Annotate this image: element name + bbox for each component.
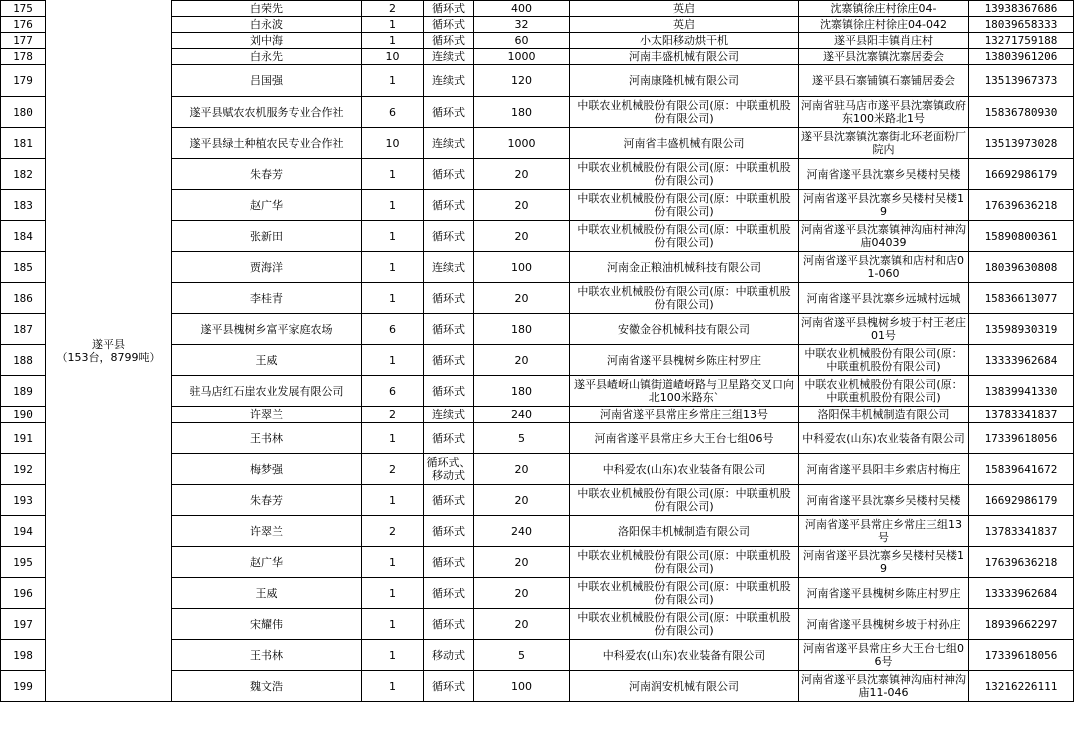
capacity-cell: 60 [474, 33, 570, 49]
phone-cell: 13513973028 [969, 128, 1074, 159]
row-number: 182 [1, 159, 46, 190]
owner-cell: 李桂青 [172, 283, 362, 314]
capacity-cell: 180 [474, 376, 570, 407]
quantity-cell: 10 [362, 49, 424, 65]
maker-cell: 英启 [570, 17, 799, 33]
maker-cell: 中联农业机械股份有限公司(原：中联重机股份有限公司) [570, 97, 799, 128]
phone-cell: 13333962684 [969, 578, 1074, 609]
maker-cell: 中联农业机械股份有限公司(原：中联重机股份有限公司) [570, 159, 799, 190]
maker-cell: 中联农业机械股份有限公司(原：中联重机股份有限公司) [570, 221, 799, 252]
row-number: 189 [1, 376, 46, 407]
phone-cell: 18039658333 [969, 17, 1074, 33]
type-cell: 循环式 [424, 345, 474, 376]
phone-cell: 15836780930 [969, 97, 1074, 128]
type-cell: 循环式 [424, 547, 474, 578]
address-cell: 河南省驻马店市遂平县沈寨镇政府东100米路北1号 [799, 97, 969, 128]
owner-cell: 王书林 [172, 423, 362, 454]
capacity-cell: 20 [474, 345, 570, 376]
owner-cell: 遂平县赋农农机服务专业合作社 [172, 97, 362, 128]
row-number: 188 [1, 345, 46, 376]
address-cell: 河南省遂平县沈寨乡吴楼村吴楼 [799, 485, 969, 516]
capacity-cell: 240 [474, 407, 570, 423]
type-cell: 循环式、移动式 [424, 454, 474, 485]
owner-cell: 朱春芳 [172, 485, 362, 516]
maker-cell: 中科爱农(山东)农业装备有限公司 [570, 640, 799, 671]
quantity-cell: 1 [362, 547, 424, 578]
owner-cell: 刘中海 [172, 33, 362, 49]
type-cell: 连续式 [424, 252, 474, 283]
maker-cell: 中联农业机械股份有限公司(原：中联重机股份有限公司) [570, 609, 799, 640]
owner-cell: 许翠兰 [172, 407, 362, 423]
capacity-cell: 100 [474, 671, 570, 702]
capacity-cell: 20 [474, 221, 570, 252]
capacity-cell: 20 [474, 547, 570, 578]
maker-cell: 河南金正粮油机械科技有限公司 [570, 252, 799, 283]
address-cell: 遂平县阳丰镇肖庄村 [799, 33, 969, 49]
maker-cell: 遂平县嵖岈山镇街道嵖岈路与卫星路交叉口向北100米路东` [570, 376, 799, 407]
capacity-cell: 240 [474, 516, 570, 547]
capacity-cell: 20 [474, 609, 570, 640]
capacity-cell: 180 [474, 314, 570, 345]
type-cell: 循环式 [424, 221, 474, 252]
address-cell: 河南省遂平县常庄乡常庄三组13号 [799, 516, 969, 547]
quantity-cell: 1 [362, 190, 424, 221]
capacity-cell: 5 [474, 423, 570, 454]
address-cell: 河南省遂平县沈寨乡吴楼村吴楼 [799, 159, 969, 190]
address-cell: 河南省遂平县槐树乡坡于村王老庄01号 [799, 314, 969, 345]
owner-cell: 王书林 [172, 640, 362, 671]
quantity-cell: 1 [362, 221, 424, 252]
row-number: 181 [1, 128, 46, 159]
phone-cell: 15890800361 [969, 221, 1074, 252]
phone-cell: 17339618056 [969, 423, 1074, 454]
type-cell: 循环式 [424, 1, 474, 17]
owner-cell: 王威 [172, 578, 362, 609]
address-cell: 河南省遂平县常庄乡大王台七组06号 [799, 640, 969, 671]
owner-cell: 白永波 [172, 17, 362, 33]
maker-cell: 英启 [570, 1, 799, 17]
address-cell: 中联农业机械股份有限公司(原：中联重机股份有限公司) [799, 345, 969, 376]
capacity-cell: 5 [474, 640, 570, 671]
phone-cell: 16692986179 [969, 485, 1074, 516]
maker-cell: 中联农业机械股份有限公司(原：中联重机股份有限公司) [570, 578, 799, 609]
address-cell: 河南省遂平县沈寨乡远城村远城 [799, 283, 969, 314]
capacity-cell: 1000 [474, 49, 570, 65]
type-cell: 循环式 [424, 33, 474, 49]
quantity-cell: 1 [362, 485, 424, 516]
address-cell: 河南省遂平县沈寨镇神沟庙村神沟庙04039 [799, 221, 969, 252]
owner-cell: 梅梦强 [172, 454, 362, 485]
maker-cell: 河南丰盛机械有限公司 [570, 49, 799, 65]
quantity-cell: 1 [362, 578, 424, 609]
row-number: 191 [1, 423, 46, 454]
type-cell: 循环式 [424, 283, 474, 314]
capacity-cell: 120 [474, 65, 570, 97]
owner-cell: 白荣先 [172, 1, 362, 17]
owner-cell: 赵广华 [172, 547, 362, 578]
type-cell: 循环式 [424, 671, 474, 702]
row-number: 183 [1, 190, 46, 221]
capacity-cell: 20 [474, 159, 570, 190]
owner-cell: 魏文浩 [172, 671, 362, 702]
row-number: 175 [1, 1, 46, 17]
phone-cell: 15839641672 [969, 454, 1074, 485]
quantity-cell: 2 [362, 407, 424, 423]
owner-cell: 赵广华 [172, 190, 362, 221]
quantity-cell: 1 [362, 423, 424, 454]
type-cell: 循环式 [424, 314, 474, 345]
address-cell: 遂平县沈寨镇沈寨街北环老面粉厂院内 [799, 128, 969, 159]
row-number: 187 [1, 314, 46, 345]
type-cell: 循环式 [424, 190, 474, 221]
row-number: 198 [1, 640, 46, 671]
type-cell: 连续式 [424, 49, 474, 65]
capacity-cell: 20 [474, 485, 570, 516]
owner-cell: 遂平县绿土种植农民专业合作社 [172, 128, 362, 159]
capacity-cell: 20 [474, 454, 570, 485]
address-cell: 河南省遂平县槐树乡陈庄村罗庄 [799, 578, 969, 609]
quantity-cell: 1 [362, 345, 424, 376]
phone-cell: 13271759188 [969, 33, 1074, 49]
maker-cell: 河南省遂平县常庄乡大王台七组06号 [570, 423, 799, 454]
row-number: 177 [1, 33, 46, 49]
owner-cell: 朱春芳 [172, 159, 362, 190]
row-number: 186 [1, 283, 46, 314]
owner-cell: 驻马店红石崖农业发展有限公司 [172, 376, 362, 407]
type-cell: 连续式 [424, 128, 474, 159]
maker-cell: 中联农业机械股份有限公司(原：中联重机股份有限公司) [570, 485, 799, 516]
type-cell: 连续式 [424, 407, 474, 423]
row-number: 192 [1, 454, 46, 485]
capacity-cell: 20 [474, 190, 570, 221]
maker-cell: 河南省遂平县槐树乡陈庄村罗庄 [570, 345, 799, 376]
owner-cell: 宋耀伟 [172, 609, 362, 640]
phone-cell: 18039630808 [969, 252, 1074, 283]
row-number: 179 [1, 65, 46, 97]
address-cell: 河南省遂平县沈寨镇和店村和店01-060 [799, 252, 969, 283]
type-cell: 循环式 [424, 609, 474, 640]
capacity-cell: 180 [474, 97, 570, 128]
phone-cell: 13783341837 [969, 516, 1074, 547]
address-cell: 中联农业机械股份有限公司(原：中联重机股份有限公司) [799, 376, 969, 407]
type-cell: 连续式 [424, 65, 474, 97]
phone-cell: 13216226111 [969, 671, 1074, 702]
quantity-cell: 1 [362, 252, 424, 283]
owner-cell: 白永先 [172, 49, 362, 65]
maker-cell: 河南省丰盛机械有限公司 [570, 128, 799, 159]
maker-cell: 中科爱农(山东)农业装备有限公司 [570, 454, 799, 485]
maker-cell: 中联农业机械股份有限公司(原：中联重机股份有限公司) [570, 547, 799, 578]
quantity-cell: 1 [362, 33, 424, 49]
maker-cell: 河南省遂平县常庄乡常庄三组13号 [570, 407, 799, 423]
type-cell: 移动式 [424, 640, 474, 671]
capacity-cell: 400 [474, 1, 570, 17]
row-number: 180 [1, 97, 46, 128]
phone-cell: 13839941330 [969, 376, 1074, 407]
type-cell: 循环式 [424, 159, 474, 190]
table-row [1, 1, 1074, 17]
phone-cell: 13803961206 [969, 49, 1074, 65]
address-cell: 河南省遂平县沈寨镇神沟庙村神沟庙11-046 [799, 671, 969, 702]
type-cell: 循环式 [424, 578, 474, 609]
quantity-cell: 1 [362, 159, 424, 190]
county-name: 遂平县 [92, 337, 125, 351]
maker-cell: 洛阳保丰机械制造有限公司 [570, 516, 799, 547]
table-body [1, 1, 1074, 702]
phone-cell: 13333962684 [969, 345, 1074, 376]
type-cell: 循环式 [424, 485, 474, 516]
quantity-cell: 1 [362, 17, 424, 33]
capacity-cell: 20 [474, 283, 570, 314]
address-cell: 沈寨镇徐庄村徐庄04-042 [799, 17, 969, 33]
row-number: 199 [1, 671, 46, 702]
address-cell: 遂平县石寨铺镇石寨铺居委会 [799, 65, 969, 97]
phone-cell: 13783341837 [969, 407, 1074, 423]
owner-cell: 吕国强 [172, 65, 362, 97]
quantity-cell: 1 [362, 65, 424, 97]
maker-cell: 中联农业机械股份有限公司(原：中联重机股份有限公司) [570, 283, 799, 314]
type-cell: 循环式 [424, 516, 474, 547]
phone-cell: 17639636218 [969, 547, 1074, 578]
row-number: 195 [1, 547, 46, 578]
address-cell: 河南省遂平县槐树乡坡于村孙庄 [799, 609, 969, 640]
type-cell: 循环式 [424, 17, 474, 33]
owner-cell: 贾海洋 [172, 252, 362, 283]
capacity-cell: 100 [474, 252, 570, 283]
maker-cell: 小太阳移动烘干机 [570, 33, 799, 49]
row-number: 185 [1, 252, 46, 283]
phone-cell: 13598930319 [969, 314, 1074, 345]
owner-cell: 张新田 [172, 221, 362, 252]
maker-cell: 河南润安机械有限公司 [570, 671, 799, 702]
type-cell: 循环式 [424, 423, 474, 454]
phone-cell: 18939662297 [969, 609, 1074, 640]
row-number: 197 [1, 609, 46, 640]
quantity-cell: 10 [362, 128, 424, 159]
address-cell: 河南省遂平县沈寨乡吴楼村吴楼19 [799, 547, 969, 578]
phone-cell: 17339618056 [969, 640, 1074, 671]
type-cell: 循环式 [424, 97, 474, 128]
address-cell: 遂平县沈寨镇沈寨居委会 [799, 49, 969, 65]
quantity-cell: 1 [362, 671, 424, 702]
capacity-cell: 1000 [474, 128, 570, 159]
capacity-cell: 32 [474, 17, 570, 33]
type-cell: 循环式 [424, 376, 474, 407]
owner-cell: 遂平县槐树乡富平家庭农场 [172, 314, 362, 345]
quantity-cell: 1 [362, 640, 424, 671]
row-number: 176 [1, 17, 46, 33]
phone-cell: 17639636218 [969, 190, 1074, 221]
maker-cell: 河南康隆机械有限公司 [570, 65, 799, 97]
row-number: 193 [1, 485, 46, 516]
owner-cell: 许翠兰 [172, 516, 362, 547]
quantity-cell: 6 [362, 97, 424, 128]
quantity-cell: 6 [362, 314, 424, 345]
phone-cell: 16692986179 [969, 159, 1074, 190]
row-number: 178 [1, 49, 46, 65]
row-number: 190 [1, 407, 46, 423]
maker-cell: 中联农业机械股份有限公司(原：中联重机股份有限公司) [570, 190, 799, 221]
owner-cell: 王威 [172, 345, 362, 376]
row-number: 194 [1, 516, 46, 547]
maker-cell: 安徽金谷机械科技有限公司 [570, 314, 799, 345]
address-cell: 中科爱农(山东)农业装备有限公司 [799, 423, 969, 454]
quantity-cell: 1 [362, 283, 424, 314]
county-summary: （153台，8799吨） [56, 350, 161, 364]
address-cell: 洛阳保丰机械制造有限公司 [799, 407, 969, 423]
county-cell [46, 1, 172, 702]
quantity-cell: 2 [362, 454, 424, 485]
phone-cell: 13938367686 [969, 1, 1074, 17]
row-number: 196 [1, 578, 46, 609]
address-cell: 沈寨镇徐庄村徐庄04- [799, 1, 969, 17]
quantity-cell: 2 [362, 516, 424, 547]
quantity-cell: 1 [362, 609, 424, 640]
quantity-cell: 2 [362, 1, 424, 17]
row-number: 184 [1, 221, 46, 252]
quantity-cell: 6 [362, 376, 424, 407]
capacity-cell: 20 [474, 578, 570, 609]
phone-cell: 15836613077 [969, 283, 1074, 314]
address-cell: 河南省遂平县阳丰乡索店村梅庄 [799, 454, 969, 485]
address-cell: 河南省遂平县沈寨乡吴楼村吴楼19 [799, 190, 969, 221]
phone-cell: 13513967373 [969, 65, 1074, 97]
